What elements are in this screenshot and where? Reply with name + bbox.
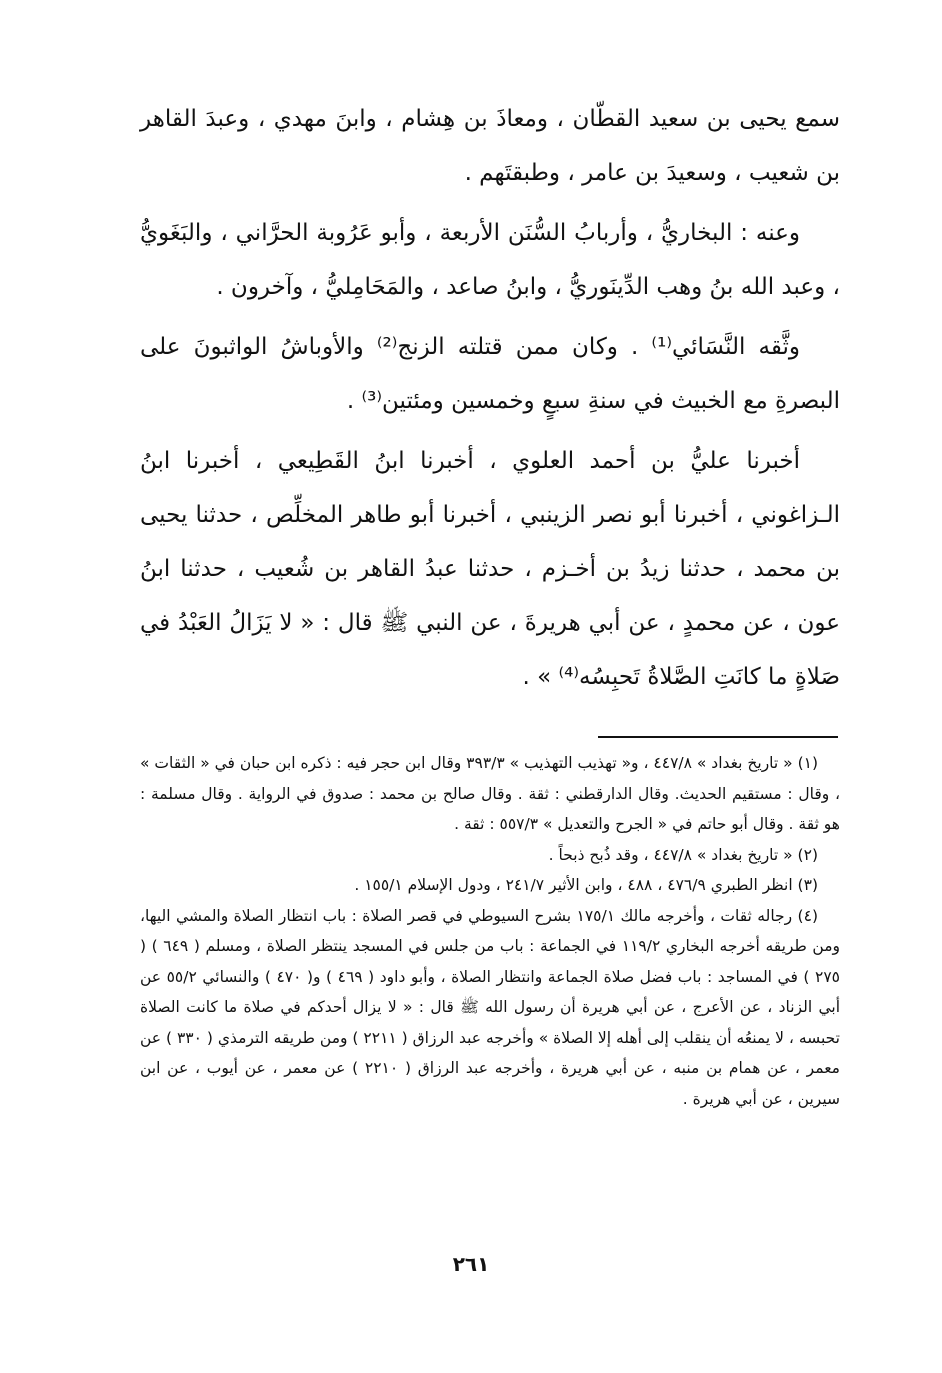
paragraph-hadith: أخبرنا عليُّ بن أحمد العلوي ، أخبرنا ابنُ القَطِيعي ، أخبرنا ابنُ الـزاغوني ، أخبرنا أبو نصر الزينبي ، أخبرنا أبو طاهر المخلِّص ، حدثنا يحيى بن محمد ، حدثنا زيدُ بن أخـزم ، حدثنا عبدُ القاهر بن شُعيب ، حدثنا ابنُ عون ، عن محمدٍ ، عن أبي هريرةَ ، عن النبي ﷺ قال : « لا يَزَالُ العَبْدُ في صَلاةٍ ما كانَتِ الصَّلاةُ تَحبِسُه⁽⁴⁾ » . <box>140 448 840 690</box>
footnote-3: (٣) انظر الطبري ٤٧٦/٩ ، ٤٨٨ ، وابن الأثير ٢٤١/٧ ، ودول الإسلام ١٥٥/١ . <box>354 876 818 894</box>
main-text <box>140 92 840 710</box>
page-number: ٢٦١ <box>452 1252 490 1276</box>
footnote-4: (٤) رجاله ثقات ، وأخرجه مالك ١٧٥/١ بشرح السيوطي في قصر الصلاة : باب انتظار الصلاة والمشي اليها، ومن طريقه أخرجه البخاري ١١٩/٢ في الجماعة : باب من جلس في المسجد ينتظر الصلاة ، ومسلم ( ٦٤٩ ) ( ٢٧٥ ) في المساجد : باب فضل صلاة الجماعة وانتظار الصلاة ، وأبو داود ( ٤٦٩ ) و( ٤٧٠ ) والنسائي ٥٥/٢ عن أبي الزناد ، عن الأعرج ، عن أبي هريرة أن رسول الله ﷺ قال : « لا يزال أحدكم في صلاة ما كانت الصلاة تحبسه ، لا يمنعُه أن ينقلب إلى أهله إلا الصلاة » وأخرجه عبد الرزاق ( ٢٢١١ ) ومن طريقه الترمذي ( ٣٣٠ ) عن معمر ، عن همام بن منبه ، عن أبي هريرة ، وأخرجه عبد الرزاق ( ٢٢١٠ ) عن معمر ، عن أيوب ، عن ابن سيرين ، عن أبي هريرة . <box>140 906 840 1108</box>
paragraph-students: وعنه : البخاريُّ ، وأربابُ السُّنَن الأربعة ، وأبو عَرُوبة الحرَّاني ، والبَغَويُّ ، وعبد الله بنُ وهب الدِّينَوريُّ ، وابنُ صاعد ، والمَحَامِليُّ ، وآخرون . <box>140 220 840 300</box>
paragraph-narrators: سمع يحيى بن سعيد القطّان ، ومعاذَ بن هِشام ، وابنَ مهدي ، وعبدَ القاهر بن شعيب ، وسعيدَ بن عامر ، وطبقتَهم . <box>140 106 840 186</box>
footnotes <box>140 748 840 1114</box>
footnote-2: (٢) « تاريخ بغداد » ٤٤٧/٨ ، وقد ذُبح ذبحاً . <box>548 845 818 864</box>
footnote-divider <box>598 736 838 738</box>
footnote-1: (١) « تاريخ بغداد » ٤٤٧/٨ ، و« تهذيب التهذيب » ٣٩٣/٣ وقال ابن حجر فيه : ذكره ابن حبان في « الثقات » ، وقال : مستقيم الحديث. وقال الدارقطني : ثقة . وقال صالح بن محمد : صدوق في الرواية . وقال مسلمة : هو ثقة . وقال أبو حاتم في « الجرح والتعديل » ٥٥٧/٣ : ثقة . <box>140 754 840 833</box>
paragraph-grading: وثَّقه النَّسَائي⁽¹⁾ . وكان ممن قتلته الزنج⁽²⁾ والأوباشُ الواثبونَ على البصرةِ مع الخبيث في سنةِ سبعٍ وخمسين ومئتين⁽³⁾ . <box>140 334 840 414</box>
